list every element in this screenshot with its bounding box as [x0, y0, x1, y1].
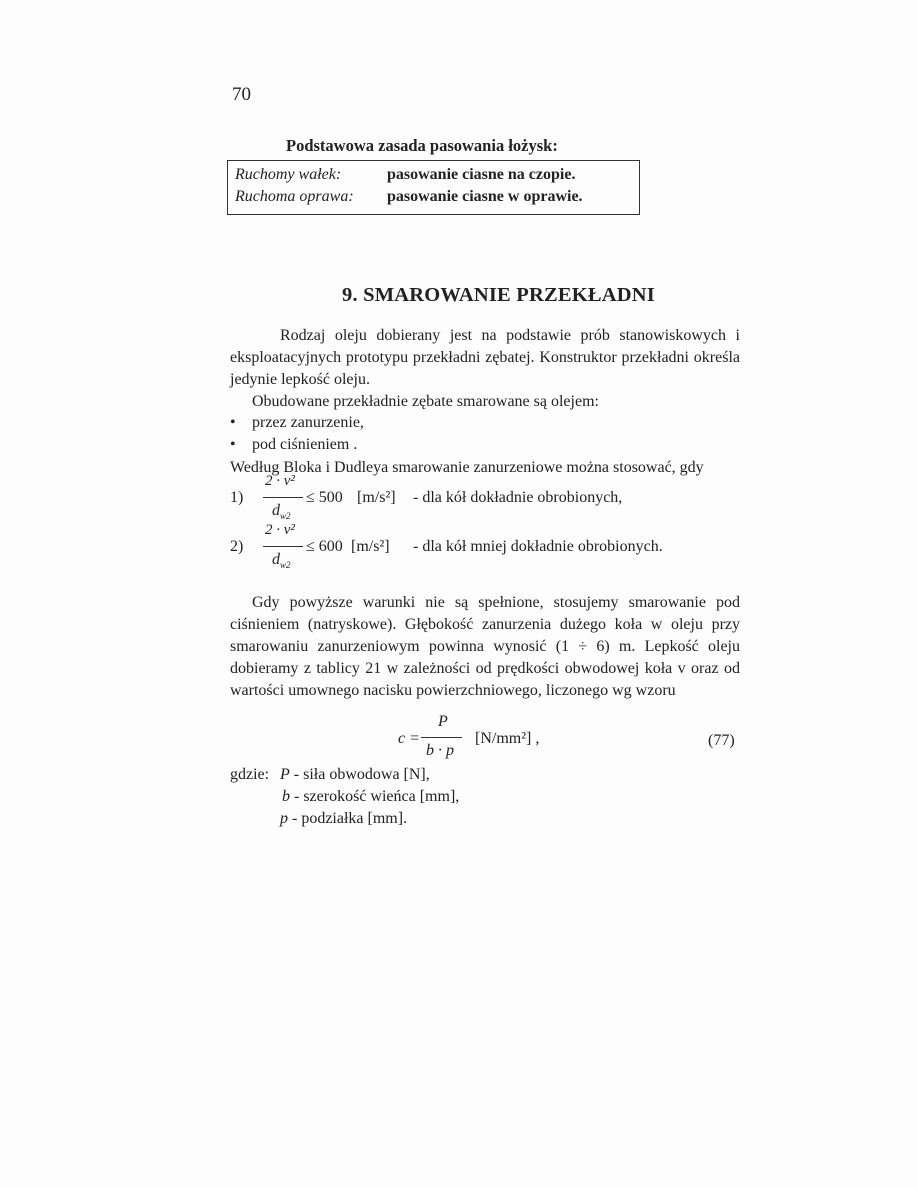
formula-lhs: c =	[398, 730, 420, 747]
bullet-item	[230, 414, 364, 432]
condition-denominator: $d_{w2}$	[272, 551, 291, 571]
condition-description: - dla kół mniej dokładnie obrobionych.	[413, 538, 663, 555]
fraction-bar	[263, 497, 303, 498]
formula-denominator: b · p	[426, 742, 454, 759]
rule-title: Podstawowa zasada pasowania łożysk:	[286, 136, 558, 155]
bullet-text: pod ciśnieniem .	[252, 436, 358, 453]
condition-numerator: 2 · v²	[265, 522, 295, 538]
bullet-text: przez zanurzenie,	[252, 414, 364, 431]
where-intro: gdzie:	[230, 766, 270, 783]
where-item	[280, 766, 430, 784]
condition-intro: Według Bloka i Dudleya smarowanie zanurzeniowe można stosować, gdy	[230, 459, 704, 476]
formula-number: (77)	[708, 732, 735, 749]
rule-row	[235, 188, 583, 206]
condition-number: 1)	[230, 489, 244, 506]
condition-relation: ≤ 600	[306, 538, 343, 555]
body-paragraph: Gdy powyższe warunki nie są spełnione, stosujemy smarowanie pod ciśnieniem (natryskowe). Głębokość zanurzenia dużego koła w oleju przy smarowaniu zanurzeniowym powinna wynosić (1 ÷ 6) m. Lepkość oleju dobieramy z tablicy 21 w zależności od prędkości obwodowej koła v oraz od wartości umownego nacisku powierzchniowego, liczonego wg wzoru	[230, 594, 740, 699]
bullet-icon: •	[230, 436, 236, 453]
condition-numerator: 2 · v²	[265, 473, 295, 489]
condition-denominator: $d_{w2}$	[272, 502, 291, 522]
condition-relation: ≤ 500	[306, 489, 343, 506]
where-description: - siła obwodowa [N],	[293, 766, 430, 783]
bullet-icon: •	[230, 414, 236, 431]
section-heading: 9. SMAROWANIE PRZEKŁADNI	[342, 284, 655, 306]
intro-paragraph: Rodzaj oleju dobierany jest na podstawie prób stanowiskowych i eksploatacyjnych prototypu przekładni zębatej. Konstruktor przekładni określa jedynie lepkość oleju.	[230, 327, 740, 388]
rule-label: Ruchoma oprawa:	[235, 188, 354, 205]
rule-row	[235, 166, 575, 184]
where-symbol: P	[280, 766, 290, 783]
bullet-item	[230, 436, 357, 454]
condition-unit: [m/s²]	[357, 489, 396, 506]
fraction-bar	[263, 546, 303, 547]
where-description: - podziałka [mm].	[292, 810, 408, 827]
condition-description: - dla kół dokładnie obrobionych,	[413, 489, 623, 506]
where-symbol: b	[282, 788, 290, 805]
where-symbol: p	[280, 810, 288, 827]
where-description: - szerokość wieńca [mm],	[294, 788, 460, 805]
rule-label: Ruchomy wałek:	[235, 166, 342, 183]
rule-value: pasowanie ciasne na czopie.	[387, 166, 576, 183]
intro-paragraph-2: Obudowane przekładnie zębate smarowane są olejem:	[252, 393, 599, 410]
formula-numerator: P	[438, 713, 448, 730]
where-item	[280, 810, 407, 828]
rule-box	[227, 160, 640, 215]
page-number: 70	[232, 84, 251, 105]
rule-value: pasowanie ciasne w oprawie.	[387, 188, 583, 205]
condition-number: 2)	[230, 538, 244, 555]
where-item	[282, 788, 459, 806]
formula-unit: [N/mm²] ,	[475, 730, 540, 747]
condition-unit: [m/s²]	[351, 538, 390, 555]
fraction-bar	[421, 737, 462, 738]
